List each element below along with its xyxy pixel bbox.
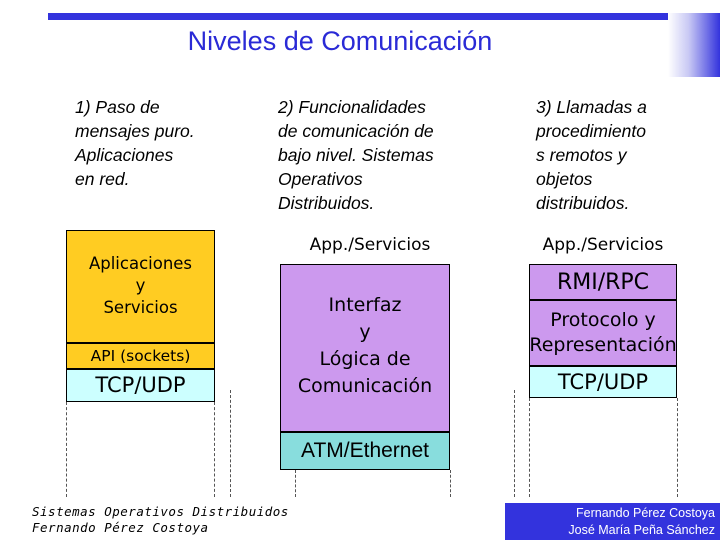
top-accent-bar	[48, 13, 720, 20]
apps-services-block: Aplicaciones y Servicios	[66, 230, 215, 343]
dashed-line	[450, 470, 451, 497]
footer-course: Sistemas Operativos Distribuidos Fernando Pérez Costoya	[32, 504, 289, 535]
api-sockets-block: API (sockets)	[66, 343, 215, 369]
tcp-udp-block: TCP/UDP	[66, 369, 215, 402]
footer-authors: Fernando Pérez Costoya José María Peña Sánchez	[568, 506, 715, 537]
rmi-rpc-block: RMI/RPC	[529, 264, 677, 300]
dashed-line	[529, 398, 530, 497]
atm-ethernet-block: ATM/Ethernet	[280, 432, 450, 470]
interface-logic-block: Interfaz y Lógica de Comunicación	[280, 264, 450, 432]
dashed-line	[214, 402, 215, 497]
corner-gradient	[668, 13, 720, 77]
dashed-line	[295, 470, 296, 497]
column-1-heading: 1) Paso de mensajes puro. Aplicaciones en red.	[75, 97, 195, 189]
dashed-line	[230, 390, 231, 497]
protocol-representation-block: Protocolo y Representación	[529, 300, 677, 366]
tcp-udp-block: TCP/UDP	[529, 366, 677, 398]
dashed-line	[677, 398, 678, 497]
app-services-label: App./Servicios	[542, 235, 664, 255]
column-2-heading: 2) Funcionalidades de comunicación de bajo nivel. Sistemas Operativos Distribuidos.	[278, 97, 434, 213]
column-3-heading: 3) Llamadas a procedimiento s remotos y objetos distribuidos.	[536, 97, 647, 213]
app-services-label: App./Servicios	[309, 235, 431, 255]
dashed-line	[514, 390, 515, 497]
slide-title: Niveles de Comunicación	[187, 26, 493, 56]
dashed-line	[66, 402, 67, 497]
